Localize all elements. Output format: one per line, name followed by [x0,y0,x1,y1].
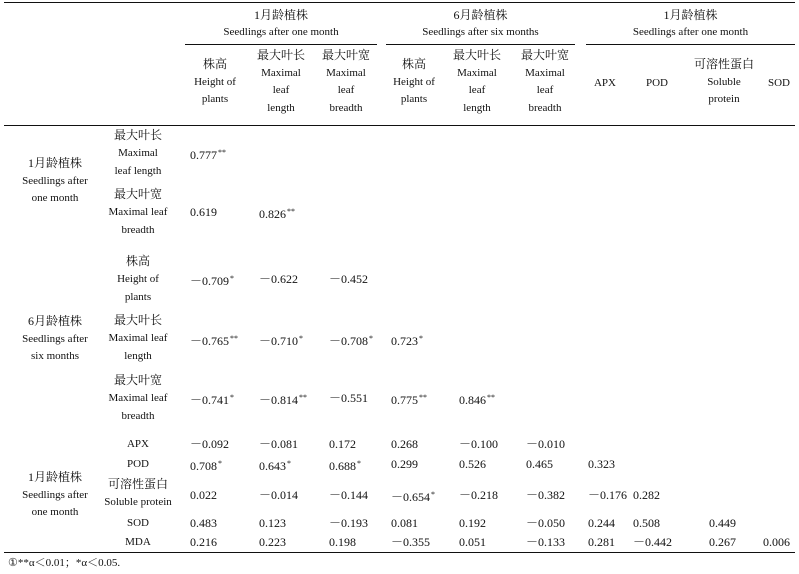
cell-value: －0.709 [190,274,230,288]
table-cell [329,455,361,475]
table-cell [459,486,498,504]
cell-value: 0.777 [190,148,217,162]
table-cell [329,435,356,453]
row-label: MDA [125,536,151,548]
cell-value: －0.654 [391,490,431,504]
table-cell [190,203,217,221]
cell-value: 0.172 [329,437,356,451]
table-cell [259,203,295,223]
cell-value: 0.198 [329,535,356,549]
column-header: 最大叶宽 Maximal leaf breadth [321,48,370,114]
cell-value: 0.216 [190,535,217,549]
row-label: 可溶性蛋白 Soluble protein [104,477,172,508]
table-cell [709,533,736,551]
group-underline [386,44,575,45]
table-cell [329,533,356,551]
table-cell [459,389,495,409]
cell-value: －0.014 [259,488,299,502]
significance-mark: ** [487,393,495,402]
column-header: SOD [767,77,790,89]
table-cell [190,435,229,453]
table-top-rule [4,2,795,3]
table-cell [190,514,217,532]
cell-value: －0.176 [588,488,628,502]
table-cell [190,144,226,164]
table-cell [588,533,615,551]
table-cell [526,514,565,532]
cell-value: －0.710 [259,334,299,348]
cell-value: －0.442 [633,535,673,549]
column-group-header: 1月龄植株 Seedlings after one month [223,8,339,38]
cell-value: 0.192 [459,516,486,530]
table-cell [526,455,553,473]
table-cell [459,533,486,551]
cell-value: 0.323 [588,457,615,471]
cell-value: 0.526 [459,457,486,471]
column-header: 最大叶宽 Maximal leaf breadth [520,48,569,114]
column-header: 最大叶长 Maximal leaf length [452,48,501,114]
cell-value: －0.622 [259,272,299,286]
table-cell [259,435,298,453]
significance-mark: * [230,393,235,402]
table-cell [633,486,660,504]
table-cell [633,514,660,532]
table-cell [459,514,486,532]
significance-mark: * [419,334,423,343]
column-header: POD [645,77,668,89]
table-cell [391,455,418,473]
cell-value: －0.092 [190,437,230,451]
row-label: 最大叶宽 Maximal leaf breadth [108,373,168,422]
table-cell [391,486,435,506]
significance-mark: * [218,459,222,468]
cell-value: 0.708 [190,459,217,473]
cell-value: 0.081 [391,516,418,530]
cell-value: 0.465 [526,457,553,471]
table-cell [190,389,234,409]
table-cell [259,486,298,504]
cell-value: 0.282 [633,488,660,502]
table-cell [391,514,418,532]
row-label: 最大叶宽 Maximal leaf breadth [108,187,168,236]
column-header: APX [593,77,616,89]
cell-value: －0.708 [329,334,369,348]
table-cell [259,330,303,350]
table-cell [526,533,565,551]
cell-value: －0.382 [526,488,566,502]
significance-mark: ** [287,207,295,216]
row-label: POD [126,458,149,470]
table-bottom-rule [4,552,795,553]
table-cell [190,455,222,475]
cell-value: －0.551 [329,391,369,405]
cell-value: －0.050 [526,516,566,530]
table-cell [391,330,423,350]
table-cell [588,514,615,532]
cell-value: 0.826 [259,207,286,221]
column-header: 株高 Height of plants [393,57,435,105]
table-footnote: ①**α＜0.01；*α＜0.05. [8,557,121,569]
significance-mark: * [431,490,436,499]
column-group-header: 1月龄植株 Seedlings after one month [632,8,749,38]
table-cell [329,514,368,532]
table-cell [588,486,627,504]
table-cell [763,533,790,551]
table-cell [391,435,418,453]
table-cell [391,533,430,551]
column-header: 株高 Height of plants [194,57,236,105]
cell-value: 0.268 [391,437,418,451]
cell-value: －0.814 [259,393,299,407]
table-cell [459,435,498,453]
table-cell [190,330,238,350]
table-cell [526,486,565,504]
row-label: SOD [126,517,149,529]
table-cell [259,514,286,532]
significance-mark: ** [419,393,427,402]
cell-value: 0.267 [709,535,736,549]
cell-value: 0.051 [459,535,486,549]
cell-value: 0.281 [588,535,615,549]
row-group-label: 6月龄植株 Seedlings after six months [22,314,88,362]
cell-value: －0.133 [526,535,566,549]
cell-value: －0.452 [329,272,369,286]
row-label: 株高 Height of plants [117,254,159,303]
table-cell [329,389,368,407]
cell-value: 0.688 [329,459,356,473]
cell-value: －0.218 [459,488,499,502]
table-cell [526,435,565,453]
cell-value: 0.723 [391,334,418,348]
cell-value: 0.006 [763,535,790,549]
table-cell [259,389,307,409]
table-cell [190,270,234,290]
cell-value: 0.244 [588,516,615,530]
cell-value: 0.619 [190,205,217,219]
group-underline [185,44,377,45]
table-cell [329,270,368,288]
row-group-label: 1月龄植株 Seedlings after one month [22,470,88,518]
table-cell [259,455,291,475]
cell-value: 0.483 [190,516,217,530]
cell-value: 0.123 [259,516,286,530]
significance-mark: * [357,459,361,468]
table-cell [709,514,736,532]
table-cell [588,455,615,473]
cell-value: －0.144 [329,488,369,502]
cell-value: －0.741 [190,393,230,407]
cell-value: 0.299 [391,457,418,471]
table-cell [259,533,286,551]
group-underline [586,44,795,45]
row-label: 最大叶长 Maximal leaf length [108,313,168,362]
significance-mark: * [230,274,235,283]
significance-mark: * [299,334,304,343]
cell-value: －0.193 [329,516,369,530]
row-label: APX [126,438,149,450]
significance-mark: ** [218,148,226,157]
table-cell [259,270,298,288]
cell-value: －0.081 [259,437,299,451]
significance-mark: ** [299,393,308,402]
cell-value: 0.508 [633,516,660,530]
table-cell [329,486,368,504]
significance-mark: * [287,459,291,468]
column-group-header: 6月龄植株 Seedlings after six months [422,8,539,38]
cell-value: 0.643 [259,459,286,473]
cell-value: －0.010 [526,437,566,451]
table-cell [633,533,672,551]
cell-value: －0.100 [459,437,499,451]
table-cell [329,330,373,350]
significance-mark: ** [230,334,239,343]
cell-value: －0.355 [391,535,431,549]
significance-mark: * [369,334,374,343]
table-cell [190,486,217,504]
row-group-label: 1月龄植株 Seedlings after one month [22,156,88,204]
cell-value: －0.765 [190,334,230,348]
row-label: 最大叶长 Maximal leaf length [113,128,162,177]
cell-value: 0.846 [459,393,486,407]
column-header: 可溶性蛋白 Soluble protein [693,57,754,105]
table-cell [459,455,486,473]
cell-value: 0.223 [259,535,286,549]
column-header: 最大叶长 Maximal leaf length [256,48,305,114]
cell-value: 0.022 [190,488,217,502]
table-cell [391,389,427,409]
table-cell [190,533,217,551]
cell-value: 0.775 [391,393,418,407]
cell-value: 0.449 [709,516,736,530]
